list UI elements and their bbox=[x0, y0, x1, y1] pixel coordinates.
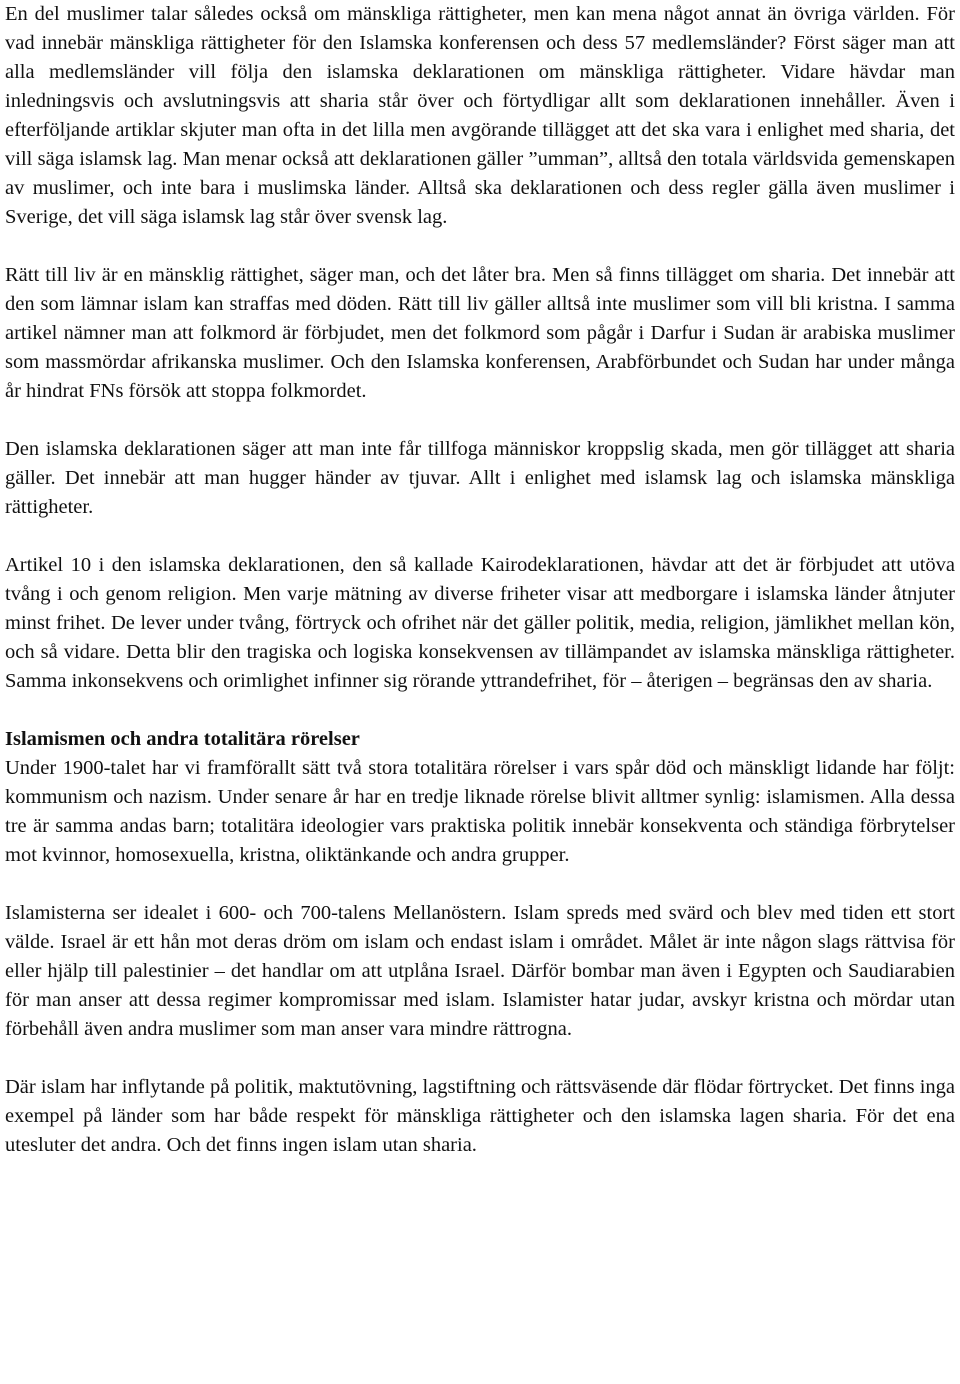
paragraph-bodily-harm: Den islamska deklarationen säger att man inte får tillfoga människor kroppslig skada, men gör tillägget att sharia gäller. Det innebär att man hugger händer av tjuvar. Allt i enlighet med islamsk lag och islamska mänskliga rättigheter. bbox=[5, 438, 955, 518]
paragraph-islamist-ideal: Islamisterna ser idealet i 600- och 700-talens Mellanöstern. Islam spreds med svärd och blev med tiden ett stort välde. Israel är ett hån mot deras dröm om islam och endast islam i området. Målet är inte någon slags rättvisa för eller hjälp till palestinier – det handlar om att utplåna Israel. Därför bombar man även i Egypten och Saudiarabien för man anser att dessa regimer kompromissar med islam. Islamister hatar judar, avskyr kristna och mördar utan förbehåll även andra muslimer som man anser vara mindre rättrogna. bbox=[5, 902, 955, 1040]
paragraph-sharia-conclusion: Där islam har inflytande på politik, maktutövning, lagstiftning och rättsväsende där flödar förtrycket. Det finns inga exempel på länder som har både respekt för mänskliga rättigheter och den islamska lagen sharia. För det ena utesluter det andra. Och det finns ingen islam utan sharia. bbox=[5, 1076, 955, 1156]
paragraph-human-rights-definition: En del muslimer talar således också om mänskliga rättigheter, men kan mena något annat än övriga världen. För vad innebär mänskliga rättigheter för den Islamska konferensen och dess 57 medlemsländer? Först säger man att alla medlemsländer vill följa den islamska deklarationen om mänskliga rättigheter. Vidare hävdar man inledningsvis och avslutningsvis att sharia står över och förtydligar allt som deklarationen innehåller. Även i efterföljande artiklar skjuter man ofta in det lilla men avgörande tillägget att det ska vara i enlighet med sharia, det vill säga islamsk lag. Man menar också att deklarationen gäller ”umman”, alltså den totala världsvida gemenskapen av muslimer, och inte bara i muslimska länder. Alltså ska deklarationen och dess regler gälla även muslimer i Sverige, det vill säga islamsk lag står över svensk lag. bbox=[5, 3, 955, 228]
paragraph-right-to-life: Rätt till liv är en mänsklig rättighet, säger man, och det låter bra. Men så finns tillägget om sharia. Det innebär att den som lämnar islam kan straffas med döden. Rätt till liv gäller alltså inte muslimer som vill bli kristna. I samma artikel nämner man att folkmord är förbjudet, men det folkmord som pågår i Darfur i Sudan är arabiska muslimer som massmördar afrikanska muslimer. Och den Islamska konferensen, Arabförbundet och Sudan har under många år hindrat FNs försök att stoppa folkmordet. bbox=[5, 264, 955, 402]
section-heading: Islamismen och andra totalitära rörelser bbox=[5, 728, 360, 750]
paragraph-totalitarian-movements: Under 1900-talet har vi framförallt sätt två stora totalitära rörelser i vars spår död och mänskligt lidande har följt: kommunism och nazism. Under senare år har en tredje liknade rörelse blivit alltmer synlig: islamismen. Alla dessa tre är samma andas barn; totalitära ideologier vars praktiska politik innebär konsekventa och ständiga förbrytelser mot kvinnor, homosexuella, kristna, oliktänkande och andra grupper. bbox=[5, 757, 955, 866]
paragraph-article-10: Artikel 10 i den islamska deklarationen, den så kallade Kairodeklarationen, hävdar att det är förbjudet att utöva tvång i och genom religion. Men varje mätning av diverse friheter visar att medborgare i islamska länder åtnjuter minst frihet. De lever under tvång, förtryck och ofrihet när det gäller politik, media, religion, jämlikhet mellan kön, och så vidare. Detta blir den tragiska och logiska konsekvensen av tillämpandet av islamska mänskliga rättigheter. Samma inkonsekvens och orimlighet infinner sig rörande yttrandefrihet, för – återigen – begränsas den av sharia. bbox=[5, 554, 955, 692]
